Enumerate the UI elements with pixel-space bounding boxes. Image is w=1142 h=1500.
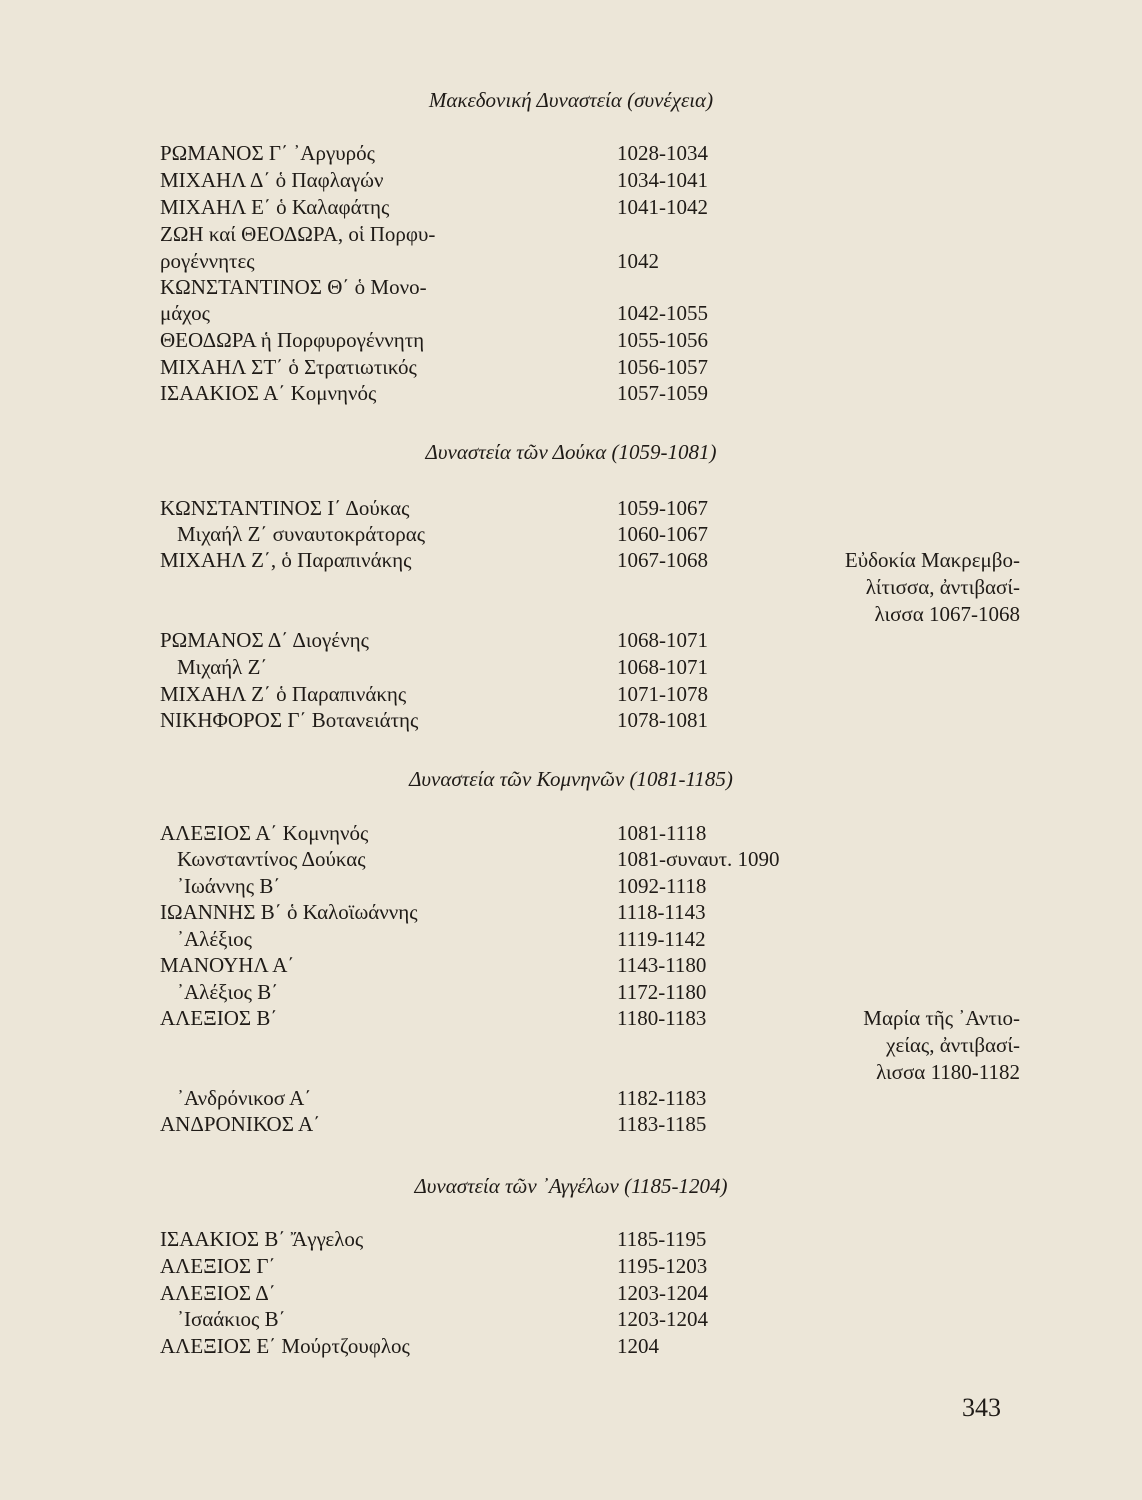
table-row [0, 1333, 1142, 1360]
reign-dates: 1042-1055 [617, 301, 708, 325]
ruler-name: Κωνσταντίνος Δούκας [177, 847, 366, 871]
table-row [0, 926, 1142, 953]
note-line: λισσα 1180-1182 [876, 1060, 1020, 1084]
table-row [0, 140, 1142, 167]
ruler-name: ΡΩΜΑΝΟΣ Δ΄ Διογένης [160, 628, 369, 652]
regency-note [800, 1005, 1020, 1086]
table-row [0, 846, 1142, 873]
ruler-name: ΑΛΕΞΙΟΣ Δ΄ [160, 1281, 276, 1305]
table-row [0, 820, 1142, 847]
ruler-name: ρογέννητες [160, 249, 255, 273]
table-row [0, 627, 1142, 654]
ruler-name: ΑΛΕΞΙΟΣ Β΄ [160, 1006, 278, 1030]
reign-dates: 1203-1204 [617, 1307, 708, 1331]
section-heading-macedonian: Μακεδονική Δυναστεία (συνέχεια) [428, 88, 714, 112]
table-row [0, 873, 1142, 900]
ruler-name: ΑΛΕΞΙΟΣ Γ΄ [160, 1254, 276, 1278]
table-row [0, 521, 1142, 548]
table-row [0, 300, 1142, 327]
reign-dates: 1185-1195 [617, 1227, 707, 1251]
ruler-name: ᾿Ισαάκιος Β΄ [177, 1307, 286, 1331]
ruler-name: ΝΙΚΗΦΟΡΟΣ Γ΄ Βοτανειάτης [160, 708, 419, 732]
page-number: 343 [962, 1393, 1001, 1422]
ruler-name: ΜΑΝΟΥΗΛ Α΄ [160, 953, 295, 977]
reign-dates: 1204 [617, 1334, 659, 1358]
note-line: χείας, ἀντιβασί- [886, 1033, 1020, 1057]
reign-dates: 1172-1180 [617, 980, 707, 1004]
table-row [0, 1280, 1142, 1307]
reign-dates: 1203-1204 [617, 1281, 708, 1305]
reign-dates: 1183-1185 [617, 1112, 707, 1136]
reign-dates: 1092-1118 [617, 874, 707, 898]
table-row [0, 221, 1142, 248]
table-row [0, 1253, 1142, 1280]
ruler-name: ΑΛΕΞΙΟΣ Α΄ Κομνηνός [160, 821, 369, 845]
ruler-name: ΜΙΧΑΗΛ Ε΄ ὁ Καλαφάτης [160, 195, 390, 219]
reign-dates: 1068-1071 [617, 628, 708, 652]
table-row [0, 354, 1142, 381]
ruler-name: ΜΙΧΑΗΛ Ζ΄, ὁ Παραπινάκης [160, 548, 412, 572]
ruler-name: ΚΩΝΣΤΑΝΤΙΝΟΣ Ι΄ Δούκας [160, 496, 410, 520]
reign-dates: 1081-συναυτ. 1090 [617, 847, 780, 871]
section-heading-angeloi: Δυναστεία τῶν ᾿Αγγέλων (1185-1204) [414, 1174, 728, 1198]
table-row [0, 380, 1142, 407]
ruler-name: ΙΩΑΝΝΗΣ Β΄ ὁ Καλοϊωάννης [160, 900, 418, 924]
ruler-name: Μιχαήλ Ζ΄ συναυτοκράτορας [177, 522, 426, 546]
table-row [0, 327, 1142, 354]
ruler-name: ᾿Ιωάννης Β΄ [177, 874, 281, 898]
ruler-name: ΖΩΗ καί ΘΕΟΔΩΡΑ, οἱ Πορφυ- [160, 222, 436, 246]
reign-dates: 1056-1057 [617, 355, 708, 379]
ruler-name: ΜΙΧΑΗΛ Δ΄ ὁ Παφλαγών [160, 168, 384, 192]
ruler-name: ΑΛΕΞΙΟΣ Ε΄ Μούρτζουφλος [160, 1334, 410, 1358]
note-line: λίτισσα, ἀντιβασί- [865, 575, 1020, 599]
table-row [0, 707, 1142, 734]
table-row [0, 952, 1142, 979]
ruler-name: ᾿Αλέξιος [177, 927, 252, 951]
reign-dates: 1041-1042 [617, 195, 708, 219]
reign-dates: 1081-1118 [617, 821, 707, 845]
note-line: Εὐδοκία Μακρεμβο- [844, 548, 1020, 572]
ruler-name: ΘΕΟΔΩΡΑ ἡ Πορφυρογέννητη [160, 328, 425, 352]
reign-dates: 1060-1067 [617, 522, 708, 546]
table-row [0, 1085, 1142, 1112]
reign-dates: 1195-1203 [617, 1254, 708, 1278]
ruler-name: Μιχαήλ Ζ΄ [177, 655, 268, 679]
table-row [0, 681, 1142, 708]
ruler-name: ΙΣΑΑΚΙΟΣ Α΄ Κομνηνός [160, 381, 377, 405]
ruler-name: ΜΙΧΑΗΛ ΣΤ΄ ὁ Στρατιωτικός [160, 355, 417, 379]
ruler-name: ΜΙΧΑΗΛ Ζ΄ ὁ Παραπινάκης [160, 682, 407, 706]
table-row [0, 1111, 1142, 1138]
reign-dates: 1042 [617, 249, 659, 273]
reign-dates: 1028-1034 [617, 141, 708, 165]
reign-dates: 1057-1059 [617, 381, 708, 405]
reign-dates: 1034-1041 [617, 168, 708, 192]
table-row [0, 979, 1142, 1006]
ruler-name: ΙΣΑΑΚΙΟΣ Β΄ Ἄγγελος [160, 1227, 364, 1251]
reign-dates: 1068-1071 [617, 655, 708, 679]
reign-dates: 1071-1078 [617, 682, 708, 706]
note-line: Μαρία τῆς ᾿Αντιο- [863, 1006, 1020, 1030]
table-row [0, 654, 1142, 681]
section-heading-doukas: Δυναστεία τῶν Δούκα (1059-1081) [425, 440, 717, 464]
table-row [0, 1306, 1142, 1333]
note-line: λισσα 1067-1068 [874, 602, 1020, 626]
reign-dates: 1180-1183 [617, 1006, 707, 1030]
reign-dates: 1078-1081 [617, 708, 708, 732]
ruler-name: μάχος [160, 301, 210, 325]
reign-dates: 1143-1180 [617, 953, 707, 977]
table-row [0, 248, 1142, 275]
ruler-name: ΚΩΝΣΤΑΝΤΙΝΟΣ Θ΄ ὁ Μονο- [160, 275, 427, 299]
section-heading-komnenoi: Δυναστεία τῶν Κομνηνῶν (1081-1185) [409, 767, 733, 791]
ruler-name: ΡΩΜΑΝΟΣ Γ΄ ᾿Αργυρός [160, 141, 375, 165]
table-row [0, 167, 1142, 194]
table-row [0, 194, 1142, 221]
reign-dates: 1067-1068 [617, 548, 708, 572]
table-row [0, 899, 1142, 926]
ruler-name: ᾿Αλέξιος Β΄ [177, 980, 279, 1004]
table-row [0, 1226, 1142, 1253]
table-row [0, 274, 1142, 301]
regency-note [800, 547, 1020, 628]
reign-dates: 1059-1067 [617, 496, 708, 520]
reign-dates: 1118-1143 [617, 900, 706, 924]
ruler-name: ᾿Ανδρόνικοσ Α΄ [177, 1086, 312, 1110]
reign-dates: 1182-1183 [617, 1086, 707, 1110]
reign-dates: 1119-1142 [617, 927, 706, 951]
ruler-name: ΑΝΔΡΟΝΙΚΟΣ Α΄ [160, 1112, 321, 1136]
table-row [0, 495, 1142, 522]
reign-dates: 1055-1056 [617, 328, 708, 352]
